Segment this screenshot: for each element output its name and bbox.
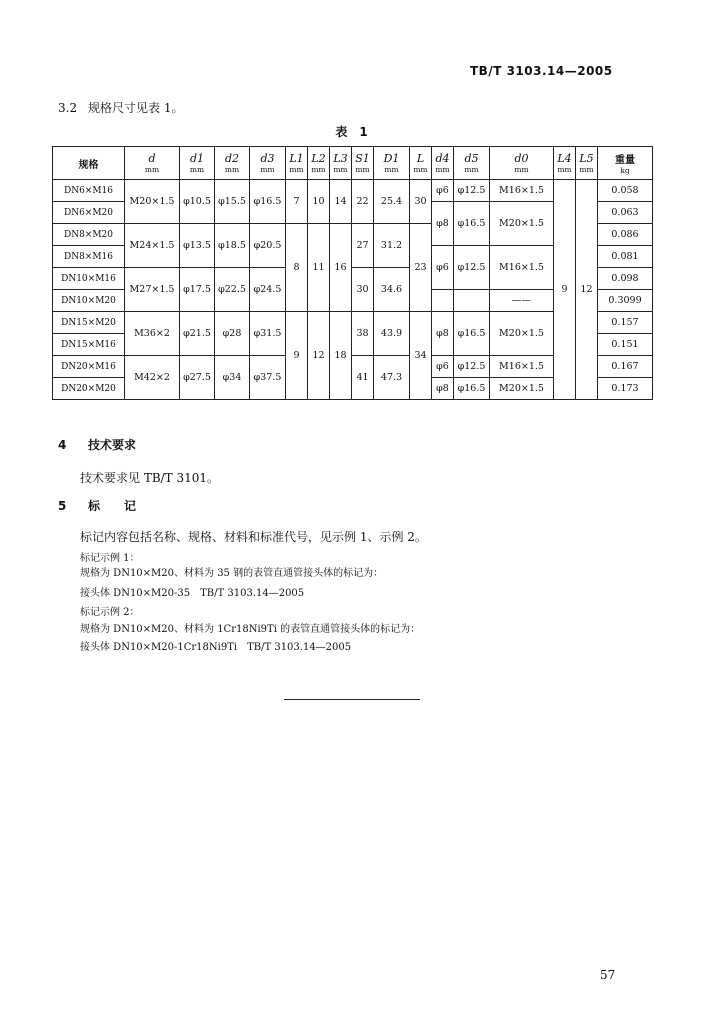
d-cell: M42×2 bbox=[125, 356, 180, 400]
header-d0: d0 mm bbox=[490, 147, 554, 180]
d4-cell: φ6 bbox=[432, 356, 454, 378]
spec-cell: DN10×M20 bbox=[53, 290, 125, 312]
D1-cell: 25.4 bbox=[374, 180, 410, 224]
header-d5: d5 mm bbox=[454, 147, 490, 180]
d-cell: M27×1.5 bbox=[125, 268, 180, 312]
section-4-title: 技术要求 bbox=[88, 438, 137, 452]
section-3-2-text: 规格尺寸见表 1。 bbox=[88, 101, 184, 115]
header-spec: 规格 bbox=[53, 147, 125, 180]
L-cell: 30 bbox=[410, 180, 432, 224]
d3-cell: φ16.5 bbox=[250, 180, 286, 224]
example-1-description: 规格为 DN10×M20、材料为 35 钢的表管直通管接头体的标记为： bbox=[80, 568, 384, 579]
section-3-2 bbox=[58, 99, 183, 116]
d2-cell: φ15.5 bbox=[215, 180, 250, 224]
d4-cell bbox=[432, 290, 454, 312]
section-5-title: 标 记 bbox=[88, 499, 137, 513]
S1-cell: 27 bbox=[352, 224, 374, 268]
table-header-row bbox=[53, 147, 653, 180]
weight-cell: 0.098 bbox=[598, 268, 653, 290]
spec-cell: DN15×M16 bbox=[53, 334, 125, 356]
d2-cell: φ22.5 bbox=[215, 268, 250, 312]
header-D1: D1 mm bbox=[374, 147, 410, 180]
d1-cell: φ13.5 bbox=[180, 224, 215, 268]
L3-cell: 16 bbox=[330, 224, 352, 312]
d3-cell: φ31.5 bbox=[250, 312, 286, 356]
d-cell: M20×1.5 bbox=[125, 180, 180, 224]
section-4-heading bbox=[58, 436, 136, 453]
weight-cell: 0.081 bbox=[598, 246, 653, 268]
header-d: d mm bbox=[125, 147, 180, 180]
header-L1: L1 mm bbox=[286, 147, 308, 180]
example-1-title: 标记示例 1： bbox=[80, 553, 140, 564]
D1-cell: 34.6 bbox=[374, 268, 410, 312]
d1-cell: φ10.5 bbox=[180, 180, 215, 224]
page-number: 57 bbox=[600, 968, 616, 982]
weight-cell: 0.086 bbox=[598, 224, 653, 246]
weight-cell: 0.058 bbox=[598, 180, 653, 202]
weight-cell: 0.157 bbox=[598, 312, 653, 334]
L2-cell: 11 bbox=[308, 224, 330, 312]
example-2-description: 规格为 DN10×M20、材料为 1Cr18Ni9Ti 的表管直通管接头体的标记为： bbox=[80, 624, 421, 635]
spec-cell: DN6×M16 bbox=[53, 180, 125, 202]
example-2-marking: 接头体 DN10×M20-1Cr18Ni9Ti TB/T 3103.14—2005 bbox=[80, 642, 352, 653]
d3-cell: φ37.5 bbox=[250, 356, 286, 400]
header-d2: d2 mm bbox=[215, 147, 250, 180]
header-S1: S1 mm bbox=[352, 147, 374, 180]
spec-cell: DN6×M20 bbox=[53, 202, 125, 224]
d0-cell: M20×1.5 bbox=[490, 202, 554, 246]
D1-cell: 47.3 bbox=[374, 356, 410, 400]
example-1-marking: 接头体 DN10×M20-35 TB/T 3103.14—2005 bbox=[80, 588, 305, 599]
d0-cell: —— bbox=[490, 290, 554, 312]
table-row bbox=[53, 180, 653, 202]
d1-cell: φ27.5 bbox=[180, 356, 215, 400]
section-5-text: 标记内容包括名称、规格、材料和标准代号，见示例 1、示例 2。 bbox=[80, 530, 427, 544]
spec-cell: DN10×M16 bbox=[53, 268, 125, 290]
D1-cell: 43.9 bbox=[374, 312, 410, 356]
L1-cell: 9 bbox=[286, 312, 308, 400]
section-5-number: 5 bbox=[58, 499, 67, 513]
L5-cell: 12 bbox=[576, 180, 598, 400]
d0-cell: M20×1.5 bbox=[490, 378, 554, 400]
d5-cell: φ16.5 bbox=[454, 378, 490, 400]
spec-table bbox=[52, 146, 653, 400]
spec-cell: DN20×M16 bbox=[53, 356, 125, 378]
S1-cell: 38 bbox=[352, 312, 374, 356]
S1-cell: 22 bbox=[352, 180, 374, 224]
header-d1: d1 mm bbox=[180, 147, 215, 180]
d2-cell: φ34 bbox=[215, 356, 250, 400]
d5-cell bbox=[454, 290, 490, 312]
d0-cell: M16×1.5 bbox=[490, 180, 554, 202]
d1-cell: φ21.5 bbox=[180, 312, 215, 356]
d0-cell: M16×1.5 bbox=[490, 356, 554, 378]
section-5-heading bbox=[58, 497, 136, 514]
header-L4: L4 mm bbox=[554, 147, 576, 180]
d-cell: M24×1.5 bbox=[125, 224, 180, 268]
table-caption: 表 1 bbox=[335, 125, 368, 139]
weight-cell: 0.173 bbox=[598, 378, 653, 400]
d-cell: M36×2 bbox=[125, 312, 180, 356]
L2-cell: 12 bbox=[308, 312, 330, 400]
standard-code-header: TB/T 3103.14—2005 bbox=[470, 64, 613, 78]
L1-cell: 8 bbox=[286, 224, 308, 312]
d2-cell: φ28 bbox=[215, 312, 250, 356]
header-L: L mm bbox=[410, 147, 432, 180]
d4-cell: φ6 bbox=[432, 246, 454, 290]
header-L5: L5 mm bbox=[576, 147, 598, 180]
d5-cell: φ16.5 bbox=[454, 202, 490, 246]
spec-cell: DN15×M20 bbox=[53, 312, 125, 334]
d0-cell: M20×1.5 bbox=[490, 312, 554, 356]
section-3-2-number: 3.2 bbox=[58, 101, 78, 115]
d5-cell: φ12.5 bbox=[454, 356, 490, 378]
d5-cell: φ12.5 bbox=[454, 180, 490, 202]
d3-cell: φ24.5 bbox=[250, 268, 286, 312]
spec-cell: DN8×M20 bbox=[53, 224, 125, 246]
d0-cell: M16×1.5 bbox=[490, 246, 554, 290]
spec-cell: DN20×M20 bbox=[53, 378, 125, 400]
L3-cell: 18 bbox=[330, 312, 352, 400]
L4-cell: 9 bbox=[554, 180, 576, 400]
weight-cell: 0.063 bbox=[598, 202, 653, 224]
header-d4: d4 mm bbox=[432, 147, 454, 180]
d5-cell: φ16.5 bbox=[454, 312, 490, 356]
d4-cell: φ8 bbox=[432, 378, 454, 400]
d1-cell: φ17.5 bbox=[180, 268, 215, 312]
section-4-text: 技术要求见 TB/T 3101。 bbox=[80, 471, 220, 485]
d3-cell: φ20.5 bbox=[250, 224, 286, 268]
example-2-title: 标记示例 2： bbox=[80, 607, 140, 618]
end-rule bbox=[284, 699, 420, 700]
header-L3: L3 mm bbox=[330, 147, 352, 180]
L3-cell: 14 bbox=[330, 180, 352, 224]
d4-cell: φ8 bbox=[432, 202, 454, 246]
d4-cell: φ6 bbox=[432, 180, 454, 202]
d5-cell: φ12.5 bbox=[454, 246, 490, 290]
header-d3: d3 mm bbox=[250, 147, 286, 180]
S1-cell: 30 bbox=[352, 268, 374, 312]
D1-cell: 31.2 bbox=[374, 224, 410, 268]
L1-cell: 7 bbox=[286, 180, 308, 224]
weight-cell: 0.167 bbox=[598, 356, 653, 378]
d2-cell: φ18.5 bbox=[215, 224, 250, 268]
section-4-number: 4 bbox=[58, 438, 67, 452]
L-cell: 23 bbox=[410, 224, 432, 312]
d4-cell: φ8 bbox=[432, 312, 454, 356]
header-weight: 重量 kg bbox=[598, 147, 653, 180]
L2-cell: 10 bbox=[308, 180, 330, 224]
spec-cell: DN8×M16 bbox=[53, 246, 125, 268]
header-L2: L2 mm bbox=[308, 147, 330, 180]
weight-cell: 0.151 bbox=[598, 334, 653, 356]
L-cell: 34 bbox=[410, 312, 432, 400]
weight-cell: 0.3099 bbox=[598, 290, 653, 312]
S1-cell: 41 bbox=[352, 356, 374, 400]
